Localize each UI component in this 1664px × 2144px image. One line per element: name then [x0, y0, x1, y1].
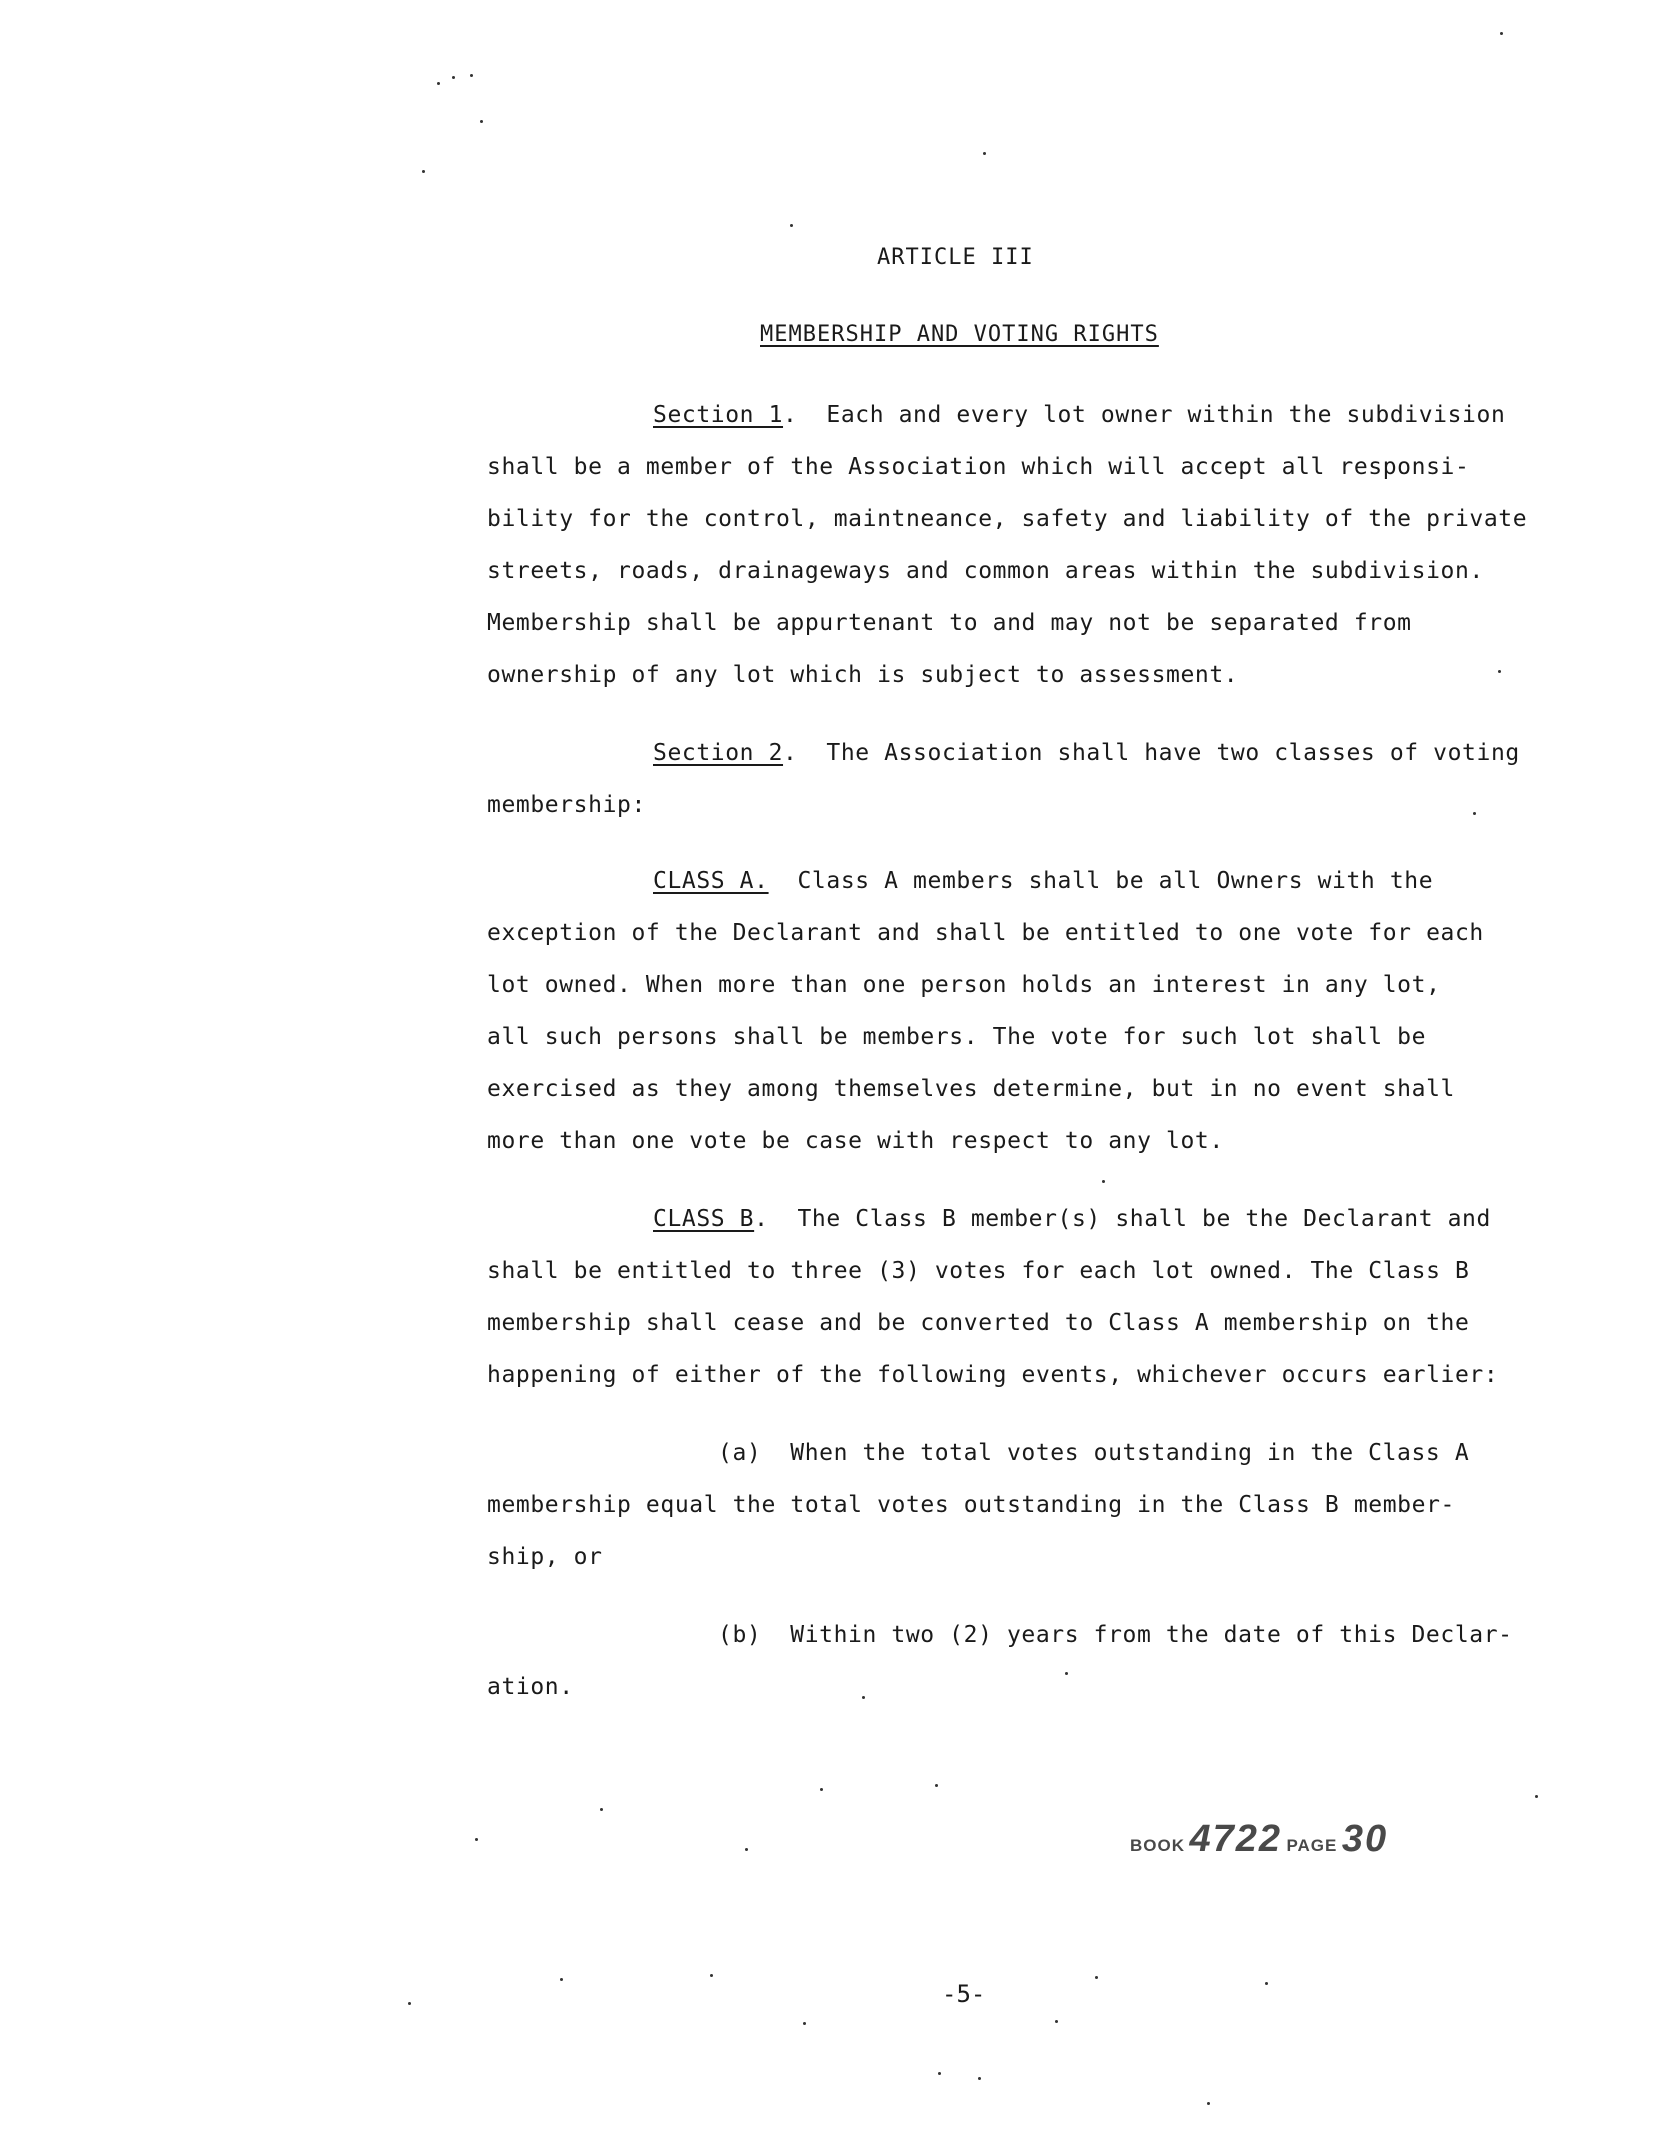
scan-speck — [480, 120, 483, 123]
scan-speck — [437, 82, 440, 85]
scan-speck — [475, 1838, 478, 1841]
class-a-line: all such persons shall be members. The vote for such lot shall be — [487, 1024, 1427, 1050]
stamp-book-label: BOOK — [1130, 1836, 1185, 1855]
scan-speck — [1065, 1672, 1068, 1675]
class-a-line: exercised as they among themselves determine, but in no event shall — [487, 1076, 1455, 1102]
section-1-label: Section 1 — [653, 402, 784, 428]
scan-speck — [862, 1696, 865, 1699]
section-1-line: ownership of any lot which is subject to assessment. — [487, 662, 1239, 688]
scan-speck — [820, 1788, 823, 1791]
item-a-text: When the total votes outstanding in the Class A — [790, 1440, 1470, 1466]
scan-speck — [1095, 1976, 1098, 1979]
section-1-line: bility for the control, maintneance, safety and liability of the private — [487, 506, 1528, 532]
scan-speck — [1473, 812, 1476, 815]
class-a-line: exception of the Declarant and shall be entitled to one vote for each — [487, 920, 1484, 946]
scan-speck — [1498, 670, 1501, 673]
class-b-label: CLASS B — [653, 1206, 755, 1232]
scan-speck — [790, 224, 793, 227]
section-2-first-line: Section 2. The Association shall have two classes of voting — [653, 740, 1520, 766]
scan-speck — [978, 2077, 981, 2080]
page-number: -5- — [942, 1980, 986, 2008]
scan-speck — [470, 74, 473, 77]
section-title: MEMBERSHIP AND VOTING RIGHTS — [760, 322, 1159, 347]
class-a-first-line — [653, 868, 1433, 894]
item-b-marker: (b) — [718, 1622, 762, 1648]
section-2-text: The Association shall have two classes of voting — [826, 740, 1520, 766]
scan-speck — [452, 76, 455, 79]
item-b-first-line — [718, 1622, 1513, 1648]
stamp-book-number: 4722 — [1189, 1818, 1282, 1860]
section-2-label: Section 2 — [653, 740, 784, 766]
class-b-line: shall be entitled to three (3) votes for each lot owned. The Class B — [487, 1258, 1470, 1284]
class-a-line: more than one vote be case with respect to any lot. — [487, 1128, 1224, 1154]
item-a-marker: (a) — [718, 1440, 762, 1466]
scan-speck — [422, 170, 425, 173]
class-b-line: membership shall cease and be converted to Class A membership on the — [487, 1310, 1470, 1336]
section-1-line: Membership shall be appurtenant to and may not be separated from — [487, 610, 1412, 636]
scan-speck — [1500, 32, 1503, 35]
class-a-text: Class A members shall be all Owners with the — [797, 868, 1434, 894]
item-b-text: Within two (2) years from the date of this Declar- — [790, 1622, 1513, 1648]
scan-speck — [803, 2022, 806, 2025]
scan-speck — [600, 1808, 603, 1811]
section-1-text: Each and every lot owner within the subdivision — [826, 402, 1506, 428]
scan-speck — [935, 1784, 938, 1787]
stamp-page-number: 30 — [1341, 1818, 1389, 1860]
section-1-line: shall be a member of the Association which will accept all responsi- — [487, 454, 1470, 480]
section-1-line: streets, roads, drainageways and common areas within the subdivision. — [487, 558, 1484, 584]
scan-speck — [983, 152, 986, 155]
scan-speck — [1535, 1795, 1538, 1798]
scan-speck — [710, 1974, 713, 1977]
section-1-first-line: Section 1. Each and every lot owner within the subdivision — [653, 402, 1506, 428]
scan-speck — [1207, 2102, 1210, 2105]
scan-speck — [408, 2002, 411, 2005]
recording-stamp — [1130, 1818, 1388, 1861]
item-a-line: membership equal the total votes outstanding in the Class B member- — [487, 1492, 1455, 1518]
item-a-line: ship, or — [487, 1544, 603, 1570]
class-a-label: CLASS A. — [653, 868, 769, 894]
scan-speck — [1102, 1180, 1105, 1183]
article-heading: ARTICLE III — [877, 245, 1034, 270]
scan-speck — [1265, 1982, 1268, 1985]
section-2-line: membership: — [487, 792, 646, 818]
class-a-line: lot owned. When more than one person holds an interest in any lot, — [487, 972, 1441, 998]
scan-speck — [1055, 2020, 1058, 2023]
class-b-text: The Class B member(s) shall be the Declarant and — [797, 1206, 1491, 1232]
scan-speck — [560, 1978, 563, 1981]
scan-speck — [938, 2072, 941, 2075]
scan-speck — [745, 1848, 748, 1851]
item-b-line: ation. — [487, 1674, 574, 1700]
class-b-line: happening of either of the following events, whichever occurs earlier: — [487, 1362, 1499, 1388]
class-b-first-line: CLASS B. The Class B member(s) shall be the Declarant and — [653, 1206, 1491, 1232]
stamp-page-label: PAGE — [1286, 1836, 1338, 1855]
item-a-first-line — [718, 1440, 1469, 1466]
